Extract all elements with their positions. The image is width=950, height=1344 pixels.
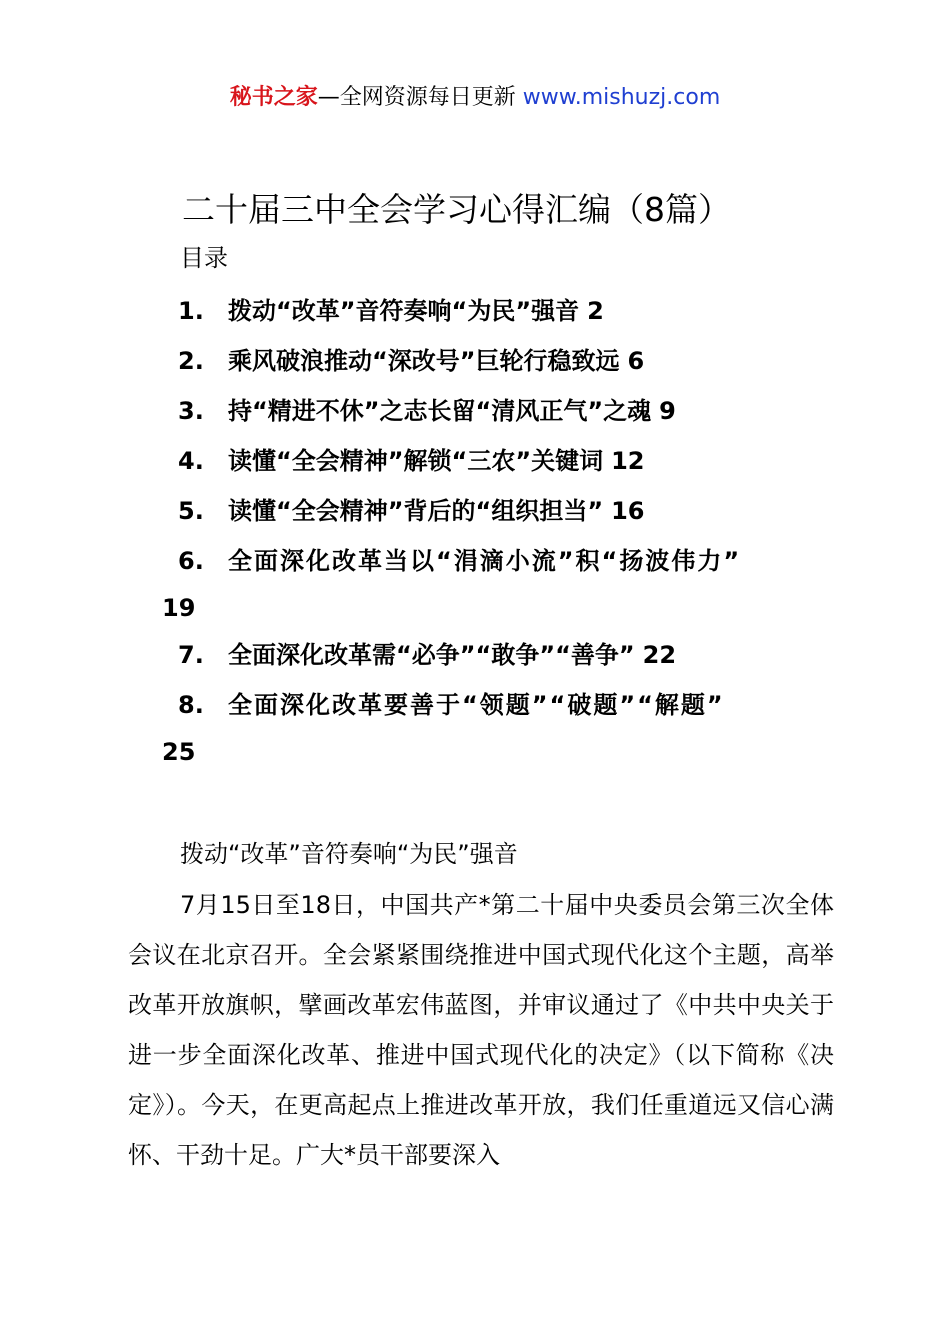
- toc-item-number: 5.: [178, 497, 204, 525]
- toc-item-page: 25: [162, 738, 196, 766]
- site-url-link[interactable]: www.mishuzj.com: [522, 85, 721, 110]
- toc-item-3[interactable]: [162, 386, 842, 436]
- toc-heading: 目录: [180, 244, 228, 272]
- toc-item-page: 19: [162, 594, 196, 622]
- site-tagline: —全网资源每日更新: [317, 85, 523, 110]
- toc-item-title: 全面深化改革需“必争”“敢争”“善争”: [228, 641, 635, 669]
- table-of-contents: [162, 286, 842, 774]
- toc-item-title: 读懂“全会精神”背后的“组织担当”: [228, 497, 604, 525]
- toc-item-1[interactable]: [162, 286, 842, 336]
- toc-item-title: 读懂“全会精神”解锁“三农”关键词: [228, 447, 604, 475]
- body-paragraph: 7月15日至18日，中国共产*第二十届中央委员会第三次全体会议在北京召开。全会紧紧围绕推进中国式现代化这个主题，高举改革开放旗帜，擘画改革宏伟蓝图，并审议通过了《中共中央关于进一步全面深化改革、推进中国式现代化的决定》（以下简称《决定》）。今天，在更高起点上推进改革开放，我们任重道远又信心满怀、干劲十足。广大*员干部要深入: [128, 891, 834, 1169]
- toc-item-5[interactable]: [162, 486, 842, 536]
- document-title: 二十届三中全会学习心得汇编（8篇）: [182, 190, 731, 229]
- toc-item-page: 6: [627, 347, 645, 375]
- toc-item-title: 全面深化改革当以“涓滴小流”积“扬波伟力”: [228, 547, 742, 575]
- toc-item-page: 12: [611, 447, 645, 475]
- toc-item-number: 3.: [178, 397, 204, 425]
- toc-item-page: 2: [587, 297, 604, 325]
- toc-item-page: 16: [611, 497, 645, 525]
- toc-item-2[interactable]: [162, 336, 842, 386]
- section-heading: 拨动“改革”音符奏响“为民”强音: [180, 840, 518, 868]
- toc-item-title: 拨动“改革”音符奏响“为民”强音: [228, 297, 580, 325]
- site-brand: 秘书之家: [229, 85, 318, 110]
- site-header: [0, 80, 950, 111]
- toc-item-title: 乘风破浪推动“深改号”巨轮行稳致远: [228, 347, 620, 375]
- toc-item-number: 2.: [178, 347, 204, 375]
- toc-item-number: 7.: [178, 641, 204, 669]
- toc-item-title: 全面深化改革要善于“领题”“破题”“解题”: [228, 691, 725, 719]
- toc-item-page: 9: [659, 397, 676, 425]
- toc-item-page: 22: [642, 641, 677, 669]
- toc-item-6[interactable]: [162, 536, 842, 630]
- toc-item-number: 8.: [178, 691, 204, 719]
- toc-item-4[interactable]: [162, 436, 842, 486]
- toc-item-number: 6.: [178, 547, 204, 575]
- toc-item-7[interactable]: [162, 630, 842, 680]
- toc-item-number: 1.: [178, 297, 204, 325]
- toc-item-number: 4.: [178, 447, 204, 475]
- toc-item-8[interactable]: [162, 680, 842, 774]
- toc-item-title: 持“精进不休”之志长留“清风正气”之魂: [228, 397, 652, 425]
